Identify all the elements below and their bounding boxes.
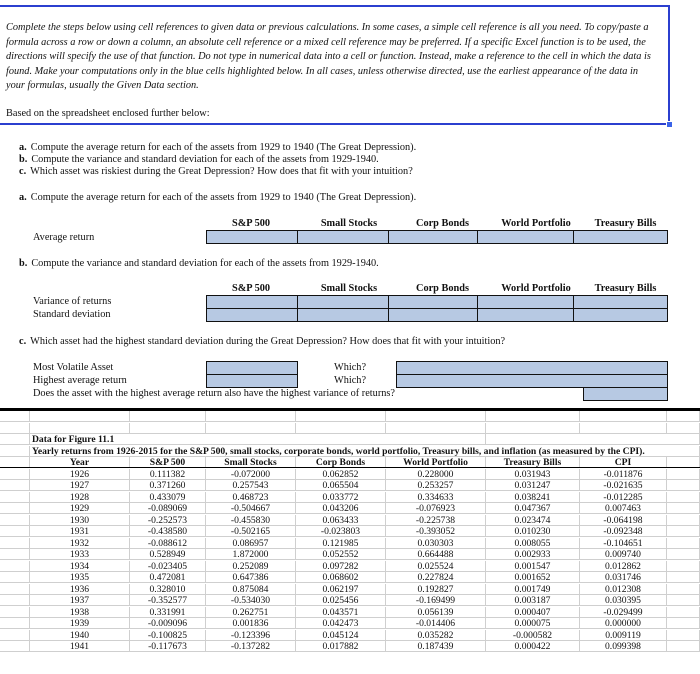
grid-cell[interactable] (0, 595, 30, 605)
data-row (0, 572, 700, 583)
data-cell[interactable]: 0.030395 (580, 595, 667, 605)
column-header[interactable]: World Portfolio (386, 457, 486, 467)
column-header[interactable]: CPI (580, 457, 667, 467)
data-row (0, 480, 700, 491)
data-cell[interactable]: -0.012285 (580, 492, 667, 502)
grid-cell[interactable] (386, 411, 486, 421)
data-cell[interactable]: -0.092348 (580, 526, 667, 536)
data-cell[interactable]: 1926 (30, 469, 130, 479)
part-b-heading: b. Compute the variance and standard deviation for each of the assets from 1929-1940. (19, 258, 379, 269)
data-cell[interactable]: 0.000422 (486, 641, 580, 651)
grid-cell[interactable] (667, 641, 700, 651)
data-cell[interactable]: 0.052552 (296, 549, 386, 559)
most-volatile-which-cell[interactable] (396, 361, 668, 375)
data-cell[interactable]: 0.023474 (486, 515, 580, 525)
data-cell[interactable]: 0.017882 (296, 641, 386, 651)
data-cell[interactable]: 1932 (30, 538, 130, 548)
data-cell[interactable]: 0.111382 (130, 469, 206, 479)
variance-world-portfolio-cell[interactable] (477, 295, 574, 309)
data-header-row (0, 457, 700, 468)
grid-cell[interactable] (667, 446, 700, 456)
data-cell[interactable]: -0.021635 (580, 480, 667, 490)
data-cell[interactable]: -0.064198 (580, 515, 667, 525)
col-header-sp500: S&P 500 (231, 218, 271, 229)
grid-cell[interactable] (667, 607, 700, 617)
grid-cell[interactable] (667, 411, 700, 421)
data-cell[interactable]: 0.062197 (296, 584, 386, 594)
stddev-corp-bonds-cell[interactable] (388, 308, 478, 322)
col-header-small-stocks: Small Stocks (320, 283, 378, 294)
grid-cell[interactable] (0, 618, 30, 628)
data-cell[interactable]: 0.012862 (580, 561, 667, 571)
data-cell[interactable]: -0.100825 (130, 630, 206, 640)
same-asset-question: Does the asset with the highest average return also have the highest variance of returns? (33, 388, 395, 399)
avg-return-sp500-cell[interactable] (206, 230, 298, 244)
data-cell[interactable]: 0.227824 (386, 572, 486, 582)
grid-cell[interactable] (0, 503, 30, 513)
data-cell[interactable]: -0.023405 (130, 561, 206, 571)
part-c-heading: c. Which asset had the highest standard deviation during the Great Depression? How does that fit with your intuition? (19, 336, 506, 347)
data-row (0, 469, 700, 480)
data-cell[interactable]: 0.045124 (296, 630, 386, 640)
grid-cell[interactable] (0, 572, 30, 582)
stddev-sp500-cell[interactable] (206, 308, 298, 322)
grid-cell[interactable] (667, 480, 700, 490)
grid-cell[interactable] (0, 526, 30, 536)
data-cell[interactable]: 0.047367 (486, 503, 580, 513)
grid-cell[interactable] (0, 630, 30, 640)
data-cell[interactable]: -0.252573 (130, 515, 206, 525)
grid-cell[interactable] (667, 503, 700, 513)
grid-cell[interactable] (667, 515, 700, 525)
col-header-world-portfolio: World Portfolio (501, 283, 571, 294)
grid-cell[interactable] (386, 423, 486, 433)
data-row (0, 492, 700, 503)
col-header-small-stocks: Small Stocks (320, 218, 378, 229)
data-cell[interactable]: 1929 (30, 503, 130, 513)
which-label-1: Which? (334, 362, 367, 373)
data-cell[interactable]: 0.002933 (486, 549, 580, 559)
data-cell[interactable]: 1936 (30, 584, 130, 594)
data-cell[interactable]: -0.169499 (386, 595, 486, 605)
data-cell[interactable]: 0.000000 (580, 618, 667, 628)
which-label-2: Which? (334, 375, 367, 386)
data-cell[interactable]: 0.371260 (130, 480, 206, 490)
data-cell[interactable]: -0.117673 (130, 641, 206, 651)
grid-cell[interactable] (667, 561, 700, 571)
data-cell[interactable]: 0.025524 (386, 561, 486, 571)
data-cell[interactable]: 0.012308 (580, 584, 667, 594)
data-cell[interactable]: 0.468723 (206, 492, 296, 502)
grid-cell[interactable] (296, 411, 386, 421)
variance-label: Variance of returns (33, 296, 112, 307)
data-cell[interactable]: 0.528949 (130, 549, 206, 559)
col-header-treasury-bills: Treasury Bills (594, 283, 657, 294)
data-cell[interactable]: 0.001547 (486, 561, 580, 571)
col-header-world-portfolio: World Portfolio (501, 218, 571, 229)
data-cell[interactable]: 0.065504 (296, 480, 386, 490)
data-cell[interactable]: 0.875084 (206, 584, 296, 594)
grid-empty-row (0, 411, 700, 422)
grid-cell[interactable] (0, 423, 30, 433)
data-cell[interactable]: -0.023803 (296, 526, 386, 536)
grid-cell[interactable] (0, 469, 30, 479)
grid-cell[interactable] (667, 423, 700, 433)
data-cell[interactable]: -0.225738 (386, 515, 486, 525)
data-row (0, 607, 700, 618)
data-cell[interactable]: 0.228000 (386, 469, 486, 479)
grid-cell[interactable] (0, 434, 30, 444)
data-cell[interactable]: 1937 (30, 595, 130, 605)
data-cell[interactable]: 0.001749 (486, 584, 580, 594)
data-cell[interactable]: -0.534030 (206, 595, 296, 605)
column-header[interactable]: S&P 500 (130, 457, 206, 467)
data-cell[interactable]: -0.076923 (386, 503, 486, 513)
data-title: Data for Figure 11.1 (32, 434, 115, 445)
data-cell[interactable]: 0.008055 (486, 538, 580, 548)
data-cell[interactable]: -0.502165 (206, 526, 296, 536)
data-cell[interactable]: -0.504667 (206, 503, 296, 513)
variance-sp500-cell[interactable] (206, 295, 298, 309)
data-cell[interactable]: 0.068602 (296, 572, 386, 582)
grid-cell[interactable] (386, 434, 486, 444)
data-subtitle-row (0, 446, 700, 457)
data-cell[interactable]: 1934 (30, 561, 130, 571)
grid-cell[interactable] (667, 595, 700, 605)
part-a-heading: a. Compute the average return for each of the assets from 1929 to 1940 (The Great Depression). (19, 192, 417, 203)
highest-return-value-cell[interactable] (206, 374, 298, 388)
data-cell[interactable]: 0.257543 (206, 480, 296, 490)
data-cell[interactable]: 0.043206 (296, 503, 386, 513)
data-cell[interactable]: 0.097282 (296, 561, 386, 571)
grid-cell[interactable] (0, 641, 30, 651)
data-cell[interactable]: 0.010230 (486, 526, 580, 536)
data-cell[interactable]: 0.009119 (580, 630, 667, 640)
data-cell[interactable]: -0.011876 (580, 469, 667, 479)
column-header[interactable]: Year (30, 457, 130, 467)
data-cell[interactable]: 0.252089 (206, 561, 296, 571)
data-row (0, 538, 700, 549)
col-header-sp500: S&P 500 (231, 283, 271, 294)
variance-small-stocks-cell[interactable] (297, 295, 389, 309)
avg-return-corp-bonds-cell[interactable] (388, 230, 478, 244)
data-subtitle: Yearly returns from 1926-2015 for the S&P 500, small stocks, corporate bonds, world portfolio, Treasury bills, and inflation (as measured by the CPI). (32, 445, 645, 457)
grid-cell[interactable] (667, 618, 700, 628)
data-cell[interactable]: 0.025456 (296, 595, 386, 605)
grid-cell[interactable] (667, 572, 700, 582)
data-cell[interactable]: 0.063433 (296, 515, 386, 525)
highest-return-which-cell[interactable] (396, 374, 668, 388)
data-cell[interactable]: 0.001836 (206, 618, 296, 628)
data-cell[interactable]: 1940 (30, 630, 130, 640)
data-cell[interactable]: -0.438580 (130, 526, 206, 536)
variance-treasury-bills-cell[interactable] (573, 295, 668, 309)
grid-cell[interactable] (30, 423, 130, 433)
grid-cell[interactable] (0, 538, 30, 548)
data-cell[interactable]: 1938 (30, 607, 130, 617)
data-cell[interactable]: -0.072000 (206, 469, 296, 479)
grid-cell[interactable] (667, 549, 700, 559)
grid-cell[interactable] (296, 423, 386, 433)
stddev-treasury-bills-cell[interactable] (573, 308, 668, 322)
data-row (0, 515, 700, 526)
col-header-treasury-bills: Treasury Bills (594, 218, 657, 229)
data-cell[interactable]: 0.031943 (486, 469, 580, 479)
col-header-corp-bonds: Corp Bonds (416, 218, 469, 229)
grid-empty-row (0, 423, 700, 434)
instructions-text: Complete the steps below using cell references to given data or previous calculations. In some cases, a simple cell reference is all you need. To copy/paste a formula across a row or down a column, an absolute cell reference or a mixed cell reference may be preferred. If a specific Excel function is to be used, the directions will specify the use of that function. Do not type in numerical data into a cell or function. Instead, make a reference to the cell in which the data is found. Make your computations only in the blue cells highlighted below. In all cases, unless otherwise directed, use the earliest appearance of the data in your formulas, usually the Given Data section. (6, 22, 651, 92)
std-dev-label: Standard deviation (33, 309, 111, 320)
grid-cell[interactable] (667, 538, 700, 548)
data-cell[interactable]: 1935 (30, 572, 130, 582)
data-cell[interactable]: 0.187439 (386, 641, 486, 651)
data-row (0, 584, 700, 595)
highest-return-label: Highest average return (33, 375, 127, 386)
data-cell[interactable]: 0.000407 (486, 607, 580, 617)
avg-return-treasury-bills-cell[interactable] (573, 230, 668, 244)
grid-cell[interactable] (667, 630, 700, 640)
data-cell[interactable]: 0.331991 (130, 607, 206, 617)
grid-cell[interactable] (486, 411, 580, 421)
grid-cell[interactable] (667, 457, 700, 467)
data-cell[interactable]: 0.253257 (386, 480, 486, 490)
grid-cell[interactable] (0, 492, 30, 502)
data-cell[interactable]: 0.031247 (486, 480, 580, 490)
data-cell[interactable]: 0.043571 (296, 607, 386, 617)
data-cell[interactable]: 0.007463 (580, 503, 667, 513)
grid-cell[interactable] (580, 411, 667, 421)
data-cell[interactable]: -0.088612 (130, 538, 206, 548)
data-cell[interactable]: 0.334633 (386, 492, 486, 502)
column-header[interactable]: Small Stocks (206, 457, 296, 467)
data-cell[interactable]: 1933 (30, 549, 130, 559)
task-b: b. Compute the variance and standard deviation for each of the assets from 1929-1940. (19, 154, 379, 165)
column-header[interactable]: Corp Bonds (296, 457, 386, 467)
most-volatile-value-cell[interactable] (206, 361, 298, 375)
resize-handle[interactable] (666, 121, 673, 128)
grid-cell[interactable] (0, 457, 30, 467)
grid-cell[interactable] (486, 423, 580, 433)
data-cell[interactable]: -0.455830 (206, 515, 296, 525)
col-header-corp-bonds: Corp Bonds (416, 283, 469, 294)
data-row (0, 641, 700, 652)
grid-cell[interactable] (667, 526, 700, 536)
data-cell[interactable]: 0.031746 (580, 572, 667, 582)
stddev-small-stocks-cell[interactable] (297, 308, 389, 322)
data-cell[interactable]: 0.664488 (386, 549, 486, 559)
data-row (0, 549, 700, 560)
grid-cell[interactable] (0, 549, 30, 559)
data-cell[interactable]: 1930 (30, 515, 130, 525)
instructions-textbox[interactable] (0, 5, 670, 125)
grid-cell[interactable] (0, 561, 30, 571)
data-row (0, 630, 700, 641)
grid-cell[interactable] (0, 607, 30, 617)
grid-cell[interactable] (667, 434, 700, 444)
data-cell[interactable]: -0.014406 (386, 618, 486, 628)
grid-cell[interactable] (206, 411, 296, 421)
data-cell[interactable]: 1927 (30, 480, 130, 490)
grid-cell[interactable] (130, 423, 206, 433)
data-cell[interactable]: 0.035282 (386, 630, 486, 640)
grid-cell[interactable] (0, 411, 30, 421)
grid-cell[interactable] (667, 469, 700, 479)
avg-return-world-portfolio-cell[interactable] (477, 230, 574, 244)
data-row (0, 561, 700, 572)
grid-cell[interactable] (0, 480, 30, 490)
data-cell[interactable]: 1928 (30, 492, 130, 502)
same-asset-answer-cell[interactable] (583, 387, 668, 401)
data-cell[interactable]: 0.099398 (580, 641, 667, 651)
variance-corp-bonds-cell[interactable] (388, 295, 478, 309)
data-cell[interactable]: 0.033772 (296, 492, 386, 502)
grid-cell[interactable] (0, 446, 30, 456)
data-cell[interactable]: 0.086957 (206, 538, 296, 548)
most-volatile-label: Most Volatile Asset (33, 362, 114, 373)
data-cell[interactable]: -0.104651 (580, 538, 667, 548)
data-title-row (0, 434, 700, 445)
average-return-label: Average return (33, 232, 95, 243)
data-cell[interactable]: -0.089069 (130, 503, 206, 513)
data-row (0, 503, 700, 514)
data-cell[interactable]: -0.000582 (486, 630, 580, 640)
data-row (0, 595, 700, 606)
data-cell[interactable]: -0.137282 (206, 641, 296, 651)
data-row (0, 526, 700, 537)
grid-cell[interactable] (667, 584, 700, 594)
column-header[interactable]: Treasury Bills (486, 457, 580, 467)
grid-cell[interactable] (130, 411, 206, 421)
data-cell[interactable]: -0.029499 (580, 607, 667, 617)
data-cell[interactable]: 0.433079 (130, 492, 206, 502)
data-cell[interactable]: -0.352577 (130, 595, 206, 605)
data-cell[interactable]: 0.328010 (130, 584, 206, 594)
grid-cell[interactable] (580, 423, 667, 433)
grid-cell[interactable] (667, 492, 700, 502)
data-cell[interactable]: 0.042473 (296, 618, 386, 628)
data-cell[interactable]: 0.030303 (386, 538, 486, 548)
data-cell[interactable]: 0.121985 (296, 538, 386, 548)
task-c: c. Which asset was riskiest during the Great Depression? How does that fit with your intuition? (19, 166, 413, 177)
data-row (0, 618, 700, 629)
data-cell[interactable]: -0.123396 (206, 630, 296, 640)
data-cell[interactable]: 0.001652 (486, 572, 580, 582)
data-cell[interactable]: -0.393052 (386, 526, 486, 536)
task-a: a. Compute the average return for each of the assets from 1929 to 1940 (The Great Depression). (19, 142, 417, 153)
stddev-world-portfolio-cell[interactable] (477, 308, 574, 322)
data-cell[interactable]: 0.262751 (206, 607, 296, 617)
data-cell[interactable]: 1941 (30, 641, 130, 651)
data-cell[interactable]: 1939 (30, 618, 130, 628)
data-cell[interactable]: 0.038241 (486, 492, 580, 502)
data-cell[interactable]: -0.009096 (130, 618, 206, 628)
grid-cell[interactable] (30, 411, 130, 421)
data-cell[interactable]: 0.192827 (386, 584, 486, 594)
based-on-text: Based on the spreadsheet enclosed further below: (6, 107, 210, 119)
grid-cell[interactable] (0, 515, 30, 525)
data-cell[interactable]: 0.009740 (580, 549, 667, 559)
grid-cell[interactable] (206, 423, 296, 433)
avg-return-small-stocks-cell[interactable] (297, 230, 389, 244)
grid-cell[interactable] (0, 584, 30, 594)
data-cell[interactable]: 0.056139 (386, 607, 486, 617)
data-cell[interactable]: 0.000075 (486, 618, 580, 628)
data-cell[interactable]: 1.872000 (206, 549, 296, 559)
data-cell[interactable]: 0.062852 (296, 469, 386, 479)
data-cell[interactable]: 0.472081 (130, 572, 206, 582)
data-cell[interactable]: 0.003187 (486, 595, 580, 605)
data-cell[interactable]: 1931 (30, 526, 130, 536)
data-cell[interactable]: 0.647386 (206, 572, 296, 582)
